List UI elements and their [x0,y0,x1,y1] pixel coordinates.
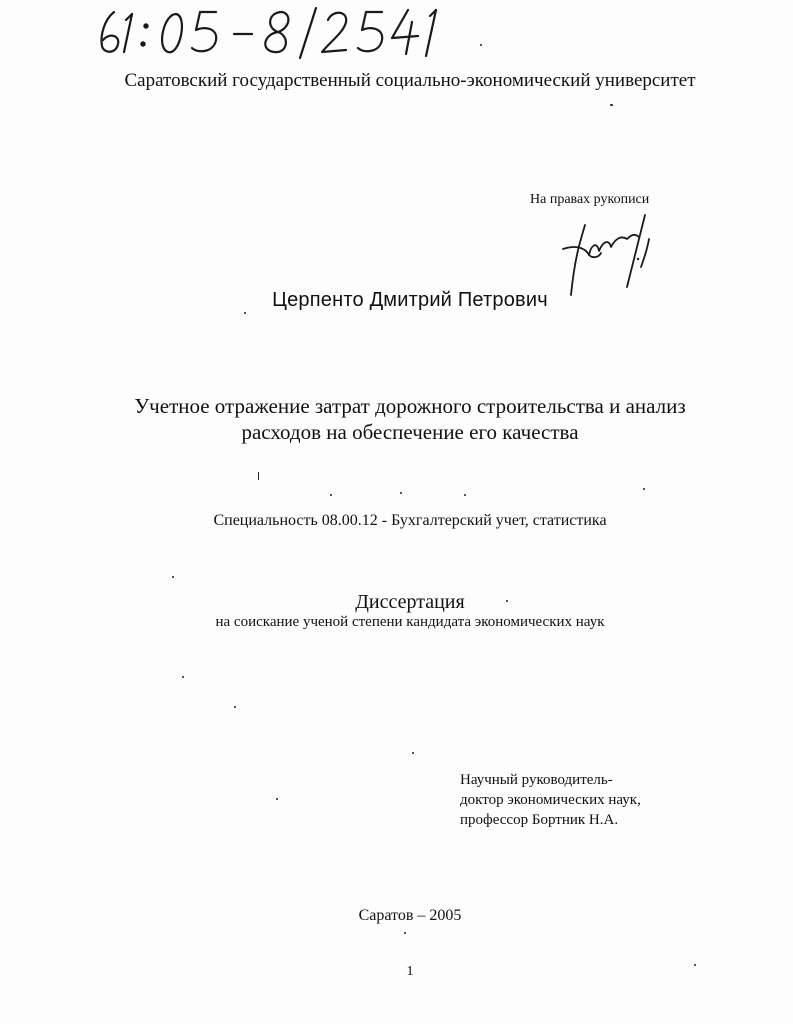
scan-speck [506,600,508,602]
scan-speck [610,104,613,106]
scan-speck [258,472,259,480]
supervisor-role: Научный руководитель- [460,772,613,788]
city-year: Саратов – 2005 [358,907,462,924]
university-name: Саратовский государственный социально-экономический университет [124,70,696,91]
scan-speck [234,706,236,708]
scan-speck [182,676,184,678]
dissertation-title: Учетное отражение затрат дорожного строительства и анализ расходов на обеспечение его качества [134,394,686,444]
signature [555,205,665,300]
scan-speck [464,494,466,496]
scan-speck [400,492,402,494]
scan-speck [694,964,696,966]
scan-speck [404,932,406,934]
handwritten-archive-code [92,2,452,62]
author-name: Церпенто Дмитрий Петрович [272,289,548,311]
supervisor-block [460,770,720,830]
scan-speck [172,576,174,578]
scan-speck [244,312,246,314]
scan-speck [276,798,278,800]
scan-speck [643,488,645,490]
scan-speck [330,494,332,496]
scan-speck [480,44,482,46]
supervisor-degree: доктор экономических наук, [460,792,641,808]
scan-speck [412,752,414,754]
manuscript-note: На правах рукописи [530,192,650,207]
page-number: 1 [406,964,414,979]
document-type: Диссертация [355,591,465,613]
specialty-line: Специальность 08.00.12 - Бухгалтерский учет, статистика [213,512,607,529]
supervisor-name: профессор Бортник Н.А. [460,812,619,828]
degree-line: на соискание ученой степени кандидата экономических наук [215,614,605,630]
